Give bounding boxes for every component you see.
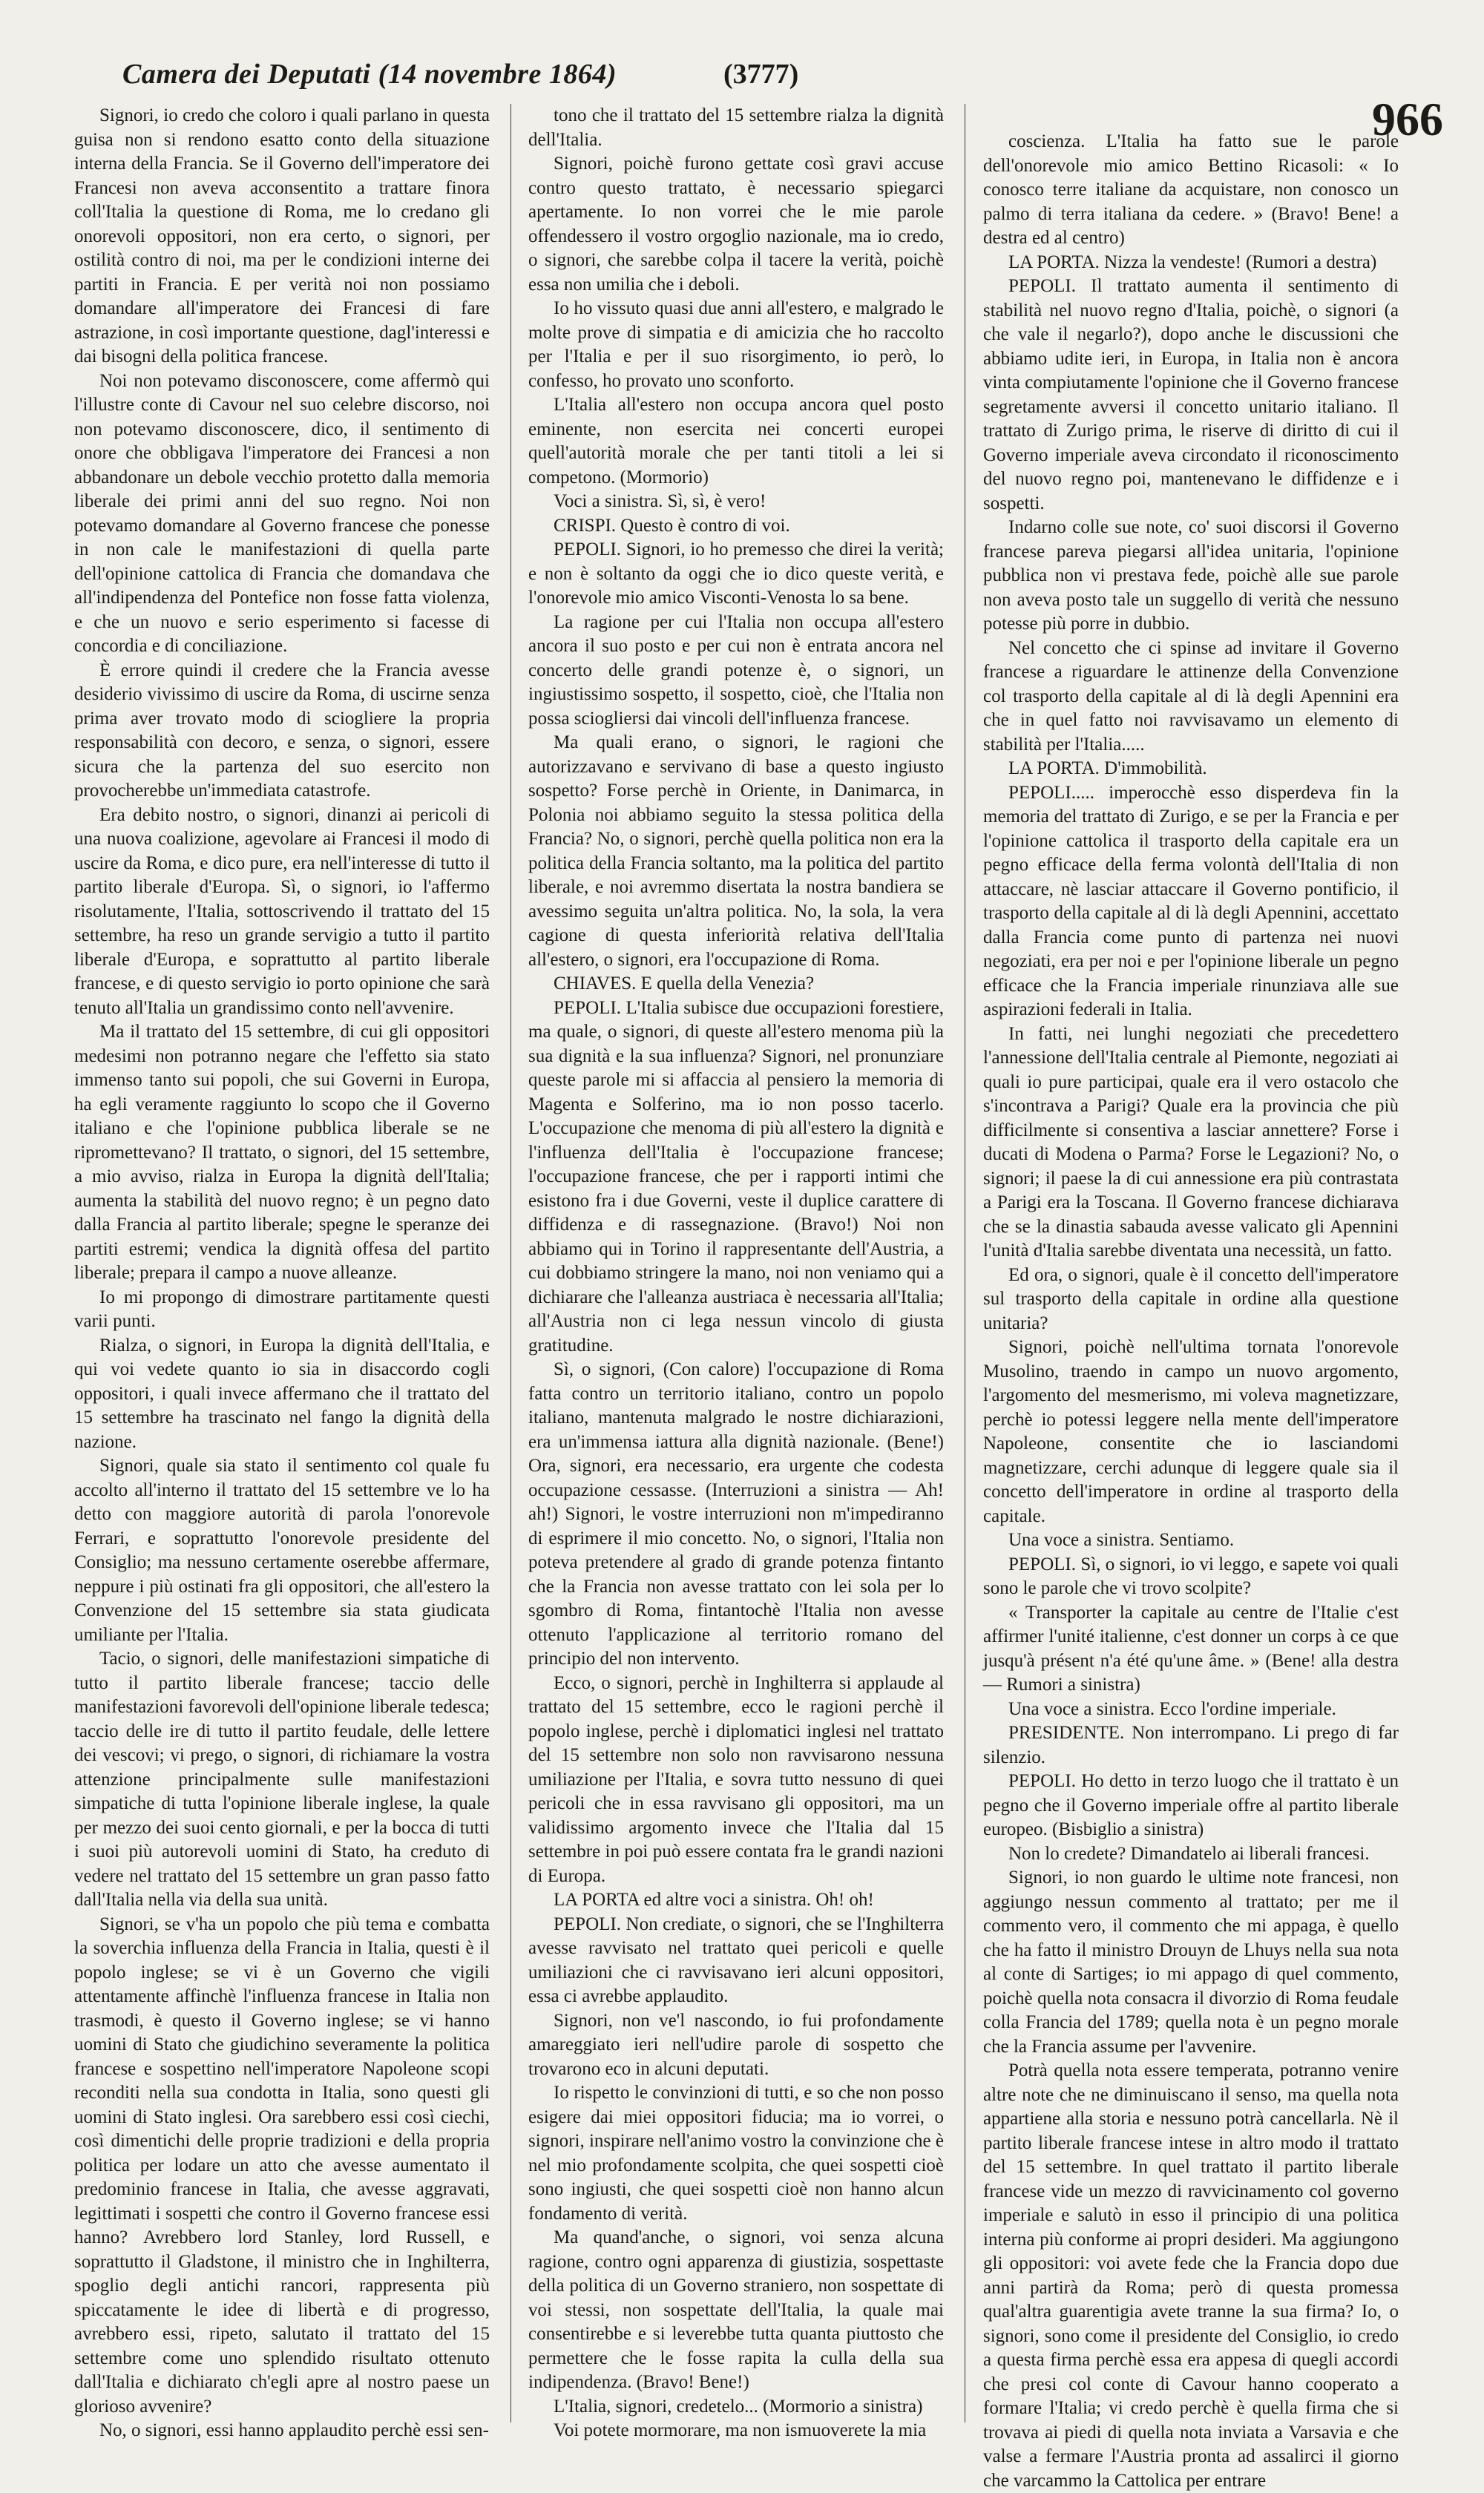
paragraph: Indarno colle sue note, co' suoi discorsi il Governo francese pareva piegarsi all'idea unitaria, l'opinione pubblica non vi prestava fede, poichè alle sue parole non aveva posto tale un suggello di verità che nessuno potesse più porre in dubbio. (983, 517, 1399, 634)
paragraph: Ecco, o signori, perchè in Inghilterra si applaude al trattato del 15 settembre, ecco le ragioni perchè il popolo inglese, perchè i diplomatici inglesi nel trattato del 15 settembre non solo non ravvisarono nessuna umiliazione per l'Italia, e sovra tutto nessuno di quei pericoli che in essa ravvisano gli oppositori, ma un validissimo argomento invece che l'Italia dal 15 settembre in poi può essere contata fra le grandi nazioni di Europa. (528, 1672, 944, 1886)
paragraph: Potrà quella nota essere temperata, potranno venire altre note che ne diminuiscano il senso, ma quella nota appartiene alla storia e nessuno potrà cancellarla. Nè il partito liberale francese intese in altro modo il trattato del 15 settembre. In quel trattato il partito liberale francese vide un mezzo di ravvicinamento col governo imperiale e salutò in esso il principio di una politica interna più conforme ai propri desideri. Ma aggiungono gli oppositori: voi avete fede che la Francia dopo due anni partirà da Roma; però di questa promessa qual'altra guarentigia avete tranne la sua firma? Io, o signori, sono come il presidente del Consiglio, io credo a questa firma perchè essa era appesa di quegli accordi che presi col conte di Cavour hanno cooperato a formare l'Italia; vi credo perchè è quella firma che si trovava ai piedi di quella nota inviata a Varsavia e che valse a fermare l'Austria pronta ad assalirci il giorno che varcammo la Cattolica per entrare (983, 2060, 1399, 2491)
paragraph: Ma quali erano, o signori, le ragioni che autorizzavano e servivano di base a questo ingiusto sospetto? Forse perchè in Oriente, in Danimarca, in Polonia noi abbiamo seguito la stessa politica della Francia? No, o signori, perchè quella politica non era la politica della Francia soltanto, ma la politica del partito liberale, e noi avremmo disertata la nostra bandiera se avessimo seguita un'altra politica. No, la sola, la vera cagione di questa inferiorità relativa dell'Italia all'estero, o signori, era l'occupazione di Roma. (528, 732, 944, 970)
paragraph: Io rispetto le convinzioni di tutti, e so che non posso esigere dai miei oppositori fiducia; ma io vorrei, o signori, inspirare nell'animo vostro la convinzione che è nel mio profondamente scolpita, che quei sospetti cioè sono ingiusti, che quei sospetti cioè non hanno alcun fondamento di verità. (528, 2083, 944, 2224)
text-column-1 (74, 104, 490, 2440)
paragraph: La ragione per cui l'Italia non occupa all'estero ancora il suo posto e per cui non è entrata ancora nel concerto delle grandi potenze è, o signori, un ingiustissimo sospetto, il sospetto, cioè, che l'Italia non possa sciogliersi dai vincoli dell'influenza francese. (528, 611, 944, 729)
column-divider (510, 104, 511, 2423)
paragraph: coscienza. L'Italia ha fatto sue le parole dell'onorevole mio amico Bettino Ricasoli: « Io conosco terre italiane da acquistare, non conosco un palmo di terra italiana da cedere. » (Bravo! Bene! a destra ed al centro) (983, 131, 1399, 248)
paragraph: Una voce a sinistra. Sentiamo. (1008, 1530, 1235, 1550)
paragraph: In fatti, nei lunghi negoziati che precedettero l'annessione dell'Italia centrale al Piemonte, negoziati ai quali io pure participai, quale era il vero ostacolo che s'incontrava a Parigi? Quale era la provincia che più difficilmente si consentiva a lasciar annettere? Forse i ducati di Modena o Parma? Forse le Legazioni? No, o signori; il paese la di cui annessione era più contrastata a Parigi era la Toscana. Il Governo francese dichiarava che se la dinastia sabauda avesse valicato gli Apennini l'unità d'Italia sarebbe diventata una necessità, un fatto. (983, 1023, 1399, 1261)
paragraph: PRESIDENTE. Non interrompano. Li prego di far silenzio. (983, 1723, 1399, 1767)
paragraph: Una voce a sinistra. Ecco l'ordine imperiale. (1008, 1698, 1336, 1719)
paragraph: Ma il trattato del 15 settembre, di cui gli oppositori medesimi non potranno negare che l'effetto sia stato immenso tanto sui popoli, che sui Governi in Europa, ha egli veramente raggiunto lo scopo che il Governo italiano e che l'opinione pubblica liberale se ne ripromettevano? Il trattato, o signori, del 15 settembre, a mio avviso, rialza in Europa la dignità dell'Italia; aumenta la stabilità del nuovo regno; è un pegno dato dalla Francia al partito liberale; spegne le speranze dei partiti estremi; vendica la dignità offesa del partito liberale; prepara il campo a nuove alleanze. (74, 1022, 490, 1283)
paragraph: Io ho vissuto quasi due anni all'estero, e malgrado le molte prove di simpatia e di amicizia che ho raccolto per l'Italia e per il suo risorgimento, io però, lo confesso, ho provato uno sconforto. (528, 298, 944, 391)
paragraph: Noi non potevamo disconoscere, come affermò qui l'illustre conte di Cavour nel suo celebre discorso, noi non potevamo disconoscere, dico, il sentimento di onore che obbligava l'imperatore dei Francesi a non abbandonare un debole vecchio protetto dalla memoria liberale dei primi anni del suo regno. Noi non potevamo domandare al Governo francese che ponesse in non cale le manifestazioni di quella parte dell'opinione cattolica di Francia che domandava che all'indipendenza del Pontefice non fosse fatta violenza, e che un nuovo e serio esperimento si facesse di concordia e di conciliazione. (74, 370, 490, 656)
paragraph: PEPOLI. Non crediate, o signori, che se l'Inghilterra avesse ravvisato nel trattato quei pericoli e quelle umiliazioni che ci ravvisavano ieri alcuni oppositori, essa ci avrebbe applaudito. (528, 1914, 944, 2006)
paragraph: Voi potete mormorare, ma non ismuoverete la mia (554, 2420, 927, 2440)
paragraph: Tacio, o signori, delle manifestazioni simpatiche di tutto il partito liberale francese; taccio delle manifestazioni favorevoli dell'opinione liberale tedesca; taccio delle ire di tutto il partito feudale, delle lettere dei vescovi; vi prego, o signori, di richiamare la vostra attenzione principalmente sulle manifestazioni simpatiche di tutta l'opinione liberale inglese, la quale per mezzo dei suoi cento giornali, e per la bocca di tutti i suoi più autorevoli uomini di Stato, ha creduto di vedere nel trattato del 15 settembre un gran passo fatto dall'Italia nella via della sua unità. (74, 1649, 490, 1910)
paragraph: Ed ora, o signori, quale è il concetto dell'imperatore sul trasporto della capitale in ordine alla questione unitaria? (983, 1264, 1399, 1333)
paragraph: Io mi propongo di dimostrare partitamente questi varii punti. (74, 1287, 490, 1331)
paragraph: Signori, non ve'l nascondo, io fui profondamente amareggiato ieri nell'udire parole di sospetto che trovarono eco in alcuni deputati. (528, 2010, 944, 2079)
paragraph: Signori, poichè furono gettate così gravi accuse contro questo trattato, è necessario spiegarci apertamente. Io non vorrei che le mie parole offendessero il vostro orgoglio nazionale, ma io credo, o signori, che sarebbe colpa il tacere la verità, poichè essa non umilia che i deboli. (528, 154, 944, 295)
paragraph: Nel concetto che ci spinse ad invitare il Governo francese a riguardare le attinenze della Convenzione col trasporto della capitale al di là degli Apennini era che in quel fatto noi ravvisavamo un elemento di stabilità per l'Italia..... (983, 637, 1399, 755)
page-number: (3777) (723, 59, 799, 90)
paragraph: Signori, io credo che coloro i quali parlano in questa guisa non si rendono esatto conto della situazione interna della Francia. Se il Governo dell'imperatore dei Francesi non aveva acconsentito a trattare finora coll'Italia la questione di Roma, me lo credano gli onorevoli oppositori, non era certo, o signori, per ostilità contro di noi, ma per le condizioni interne dei partiti in Francia. E per verità noi non possiamo domandare all'imperatore dei Francesi di fare astrazione, in così importante questione, dagl'interessi e dai bisogni della politica francese. (74, 105, 490, 367)
paragraph: Signori, io non guardo le ultime note francesi, non aggiungo nessun commento al trattato; per me il commento vero, il commento che mi appaga, è quello che ha fatto il ministro Drouyn de Lhuys nella sua nota al conte di Sartiges; io mi appago di quel commento, poichè quella nota consacra il divorzio di Roma feudale colla Francia del 1789; quella nota è un pegno morale che la Francia assume per l'avvenire. (983, 1868, 1399, 2057)
paragraph: Signori, se v'ha un popolo che più tema e combatta la soverchia influenza della Francia in Italia, questi è il popolo inglese; se vi è un Governo che vigili attentamente affinchè l'influenza francese in Italia non trasmodi, è questo il Governo inglese; se vi hanno uomini di Stato che giudichino severamente la politica francese e sospettino nell'imperatore Napoleone scopi reconditi nella sua condotta in Italia, sono questi gli uomini di Stato inglesi. Ora sarebbero essi così ciechi, così dimentichi delle proprie tradizioni e della propria politica per lodare un atto che avesse aumentato il predominio francese in Italia, che avesse aggravati, legittimati i sospetti che contro il Governo francese essi hanno? Avrebbero lord Stanley, lord Russell, e soprattutto il Gladstone, il ministro che in Inghilterra, spoglio degli antichi rancori, rappresenta più spiccatamente le idee di libertà e di progresso, avrebbero essi, ripeto, salutato il trattato del 15 settembre come uno splendido risultato ottenuto dall'Italia e dichiarato ch'egli apre al nostro paese un glorioso avvenire? (74, 1914, 490, 2417)
paragraph: Era debito nostro, o signori, dinanzi ai pericoli di una nuova coalizione, agevolare ai Francesi il modo di uscire da Roma, e dico pure, era nell'interesse di tutto il partito liberale d'Europa. Sì, o signori, io l'affermo risolutamente, l'Italia, sottoscrivendo il trattato del 15 settembre, ha reso un grande servigio a tutto il partito liberale d'Europa, e soprattutto al partito liberale francese, e di questo servigio io porto opinione che sarà tenuto all'Italia un grandissimo conto nell'avvenire. (74, 804, 490, 1018)
paragraph: LA PORTA. Nizza la vendeste! (Rumori a destra) (1008, 252, 1377, 272)
journal-title: Camera dei Deputati (14 novembre 1864) (122, 59, 617, 90)
paragraph: No, o signori, essi hanno applaudito perchè essi sen- (99, 2420, 489, 2440)
paragraph: LA PORTA ed altre voci a sinistra. Oh! oh! (554, 1890, 874, 1910)
paragraph: L'Italia, signori, credetelo... (Mormorio a sinistra) (554, 2396, 923, 2417)
paragraph: PEPOLI. Signori, io ho premesso che direi la verità; e non è soltanto da oggi che io dico queste verità, e l'onorevole mio amico Visconti-Venosta lo sa bene. (528, 539, 944, 608)
paragraph: « Transporter la capitale au centre de l'Italie c'est affirmer l'unité italienne, c'est donner un corps à ce que jusqu'à présent n'a été qu'une âme. » (Bene! alla destra — Rumori a sinistra) (983, 1602, 1399, 1695)
paragraph: Ma quand'anche, o signori, voi senza alcuna ragione, contro ogni apparenza di giustizia, sospettaste della politica di un Governo straniero, non sospettate di voi stessi, non sospettate dell'Italia, la quale mai consentirebbe e si leverebbe tutta quanta piuttosto che permettere che le fosse rapita la culla della sua indipendenza. (Bravo! Bene!) (528, 2227, 944, 2392)
paragraph: PEPOLI. Ho detto in terzo luogo che il trattato è un pegno che il Governo imperiale offre al partito liberale europeo. (Bisbiglio a sinistra) (983, 1771, 1399, 1839)
paragraph: È errore quindi il credere che la Francia avesse desiderio vivissimo di uscire da Roma, di uscirne senza prima aver trovato modo di sciogliere la propria responsabilità con decoro, e senza, o signori, essere sicura che la partenza del suo esercito non provocherebbe un'immediata catastrofe. (74, 660, 490, 801)
text-column-3 (983, 130, 1399, 2491)
stamp-number: 966 (1372, 93, 1443, 145)
paragraph: Rialza, o signori, in Europa la dignità dell'Italia, e qui voi vedete quanto io sia in disaccordo cogli oppositori, i quali invece affermano che il trattato del 15 settembre ha trascinato nel fango la dignità della nazione. (74, 1335, 490, 1452)
paragraph: Signori, poichè nell'ultima tornata l'onorevole Musolino, traendo in campo un nuovo argomento, l'argomento del mesmerismo, mi voleva magnetizzare, perchè io potessi leggere nella mente dell'imperatore Napoleone, consentite che io lasciandomi magnetizzare, cerchi adunque di leggere quale sia il concetto dell'imperatore in ordine al trasporto della capitale. (983, 1337, 1399, 1526)
paragraph: PEPOLI. Il trattato aumenta il sentimento di stabilità nel nuovo regno d'Italia, poichè, o signori (a che vale il negarlo?), dopo anche le discussioni che abbiamo udite ieri, in Europa, in Italia non è ancora vinta compiutamente l'opinione che il Governo francese segretamente avversi il concetto unitario italiano. Il trattato di Zurigo prima, le riserve di diritto di cui il Governo imperiale aveva circondato il riconoscimento del nuovo regno poi, mantenevano le diffidenze e i sospetti. (983, 276, 1399, 513)
paragraph: tono che il trattato del 15 settembre rialza la dignità dell'Italia. (528, 105, 944, 150)
paragraph: CRISPI. Questo è contro di voi. (554, 515, 790, 536)
paragraph: Non lo credete? Dimandatelo ai liberali francesi. (1008, 1843, 1370, 1864)
paragraph: LA PORTA. D'immobilità. (1008, 758, 1207, 778)
paragraph: L'Italia all'estero non occupa ancora quel posto eminente, non esercita nei concerti europei quell'autorità morale che per tanti titoli a lei si competono. (Mormorio) (528, 395, 944, 487)
paragraph: PEPOLI..... imperocchè esso disperdeva fin la memoria del trattato di Zurigo, e se per la Francia e per l'opinione cattolica il trasporto della capitale era un pegno efficace della ferma volontà dell'Italia di non attaccare, nè lasciar attaccare il Governo pontificio, il trasporto della capitale al di là degli Apennini, accettato dalla Francia come punto di partenza nei nuovi negoziati, era per noi e per l'opinione liberale un pegno efficace che la Francia imperiale rinunziava alle sue aspirazioni federali in Italia. (983, 782, 1399, 1019)
paragraph: Voci a sinistra. Sì, sì, è vero! (554, 491, 766, 511)
paragraph: Sì, o signori, (Con calore) l'occupazione di Roma fatta contro un territorio italiano, contro un popolo italiano, mantenuta malgrado le nostre dichiarazioni, era un'immensa iattura alla dignità nazionale. (Bene!) Ora, signori, era necessario, era urgente che codesta occupazione cessasse. (Interruzioni a sinistra — Ah! ah!) Signori, le vostre interruzioni non m'impediranno di esprimere il mio concetto. No, o signori, l'Italia non poteva pretendere al grado di grande potenza fintanto che la Francia non avesse trattato con lei sola per lo sgombro di Roma, fintantochè l'Italia non avesse ottenuto l'applicazione al territorio romano del principio del non intervento. (528, 1359, 944, 1669)
paragraph: Signori, quale sia stato il sentimento col quale fu accolto all'interno il trattato del 15 settembre ve lo ha detto con maggiore autorità di parola l'onorevole Ferrari, e soprattutto l'onorevole presidente del Consiglio; ma nessuno certamente oserebbe affermare, neppure i più ostinati fra gli oppositori, che all'estero la Convenzione del 15 settembre sia stata giudicata umiliante per l'Italia. (74, 1456, 490, 1645)
text-column-2 (528, 104, 944, 2440)
paragraph: PEPOLI. Sì, o signori, io vi leggo, e sapete voi quali sono le parole che vi trovo scolpite? (983, 1554, 1399, 1598)
paragraph: PEPOLI. L'Italia subisce due occupazioni forestiere, ma quale, o signori, di queste all'estero menoma più la sua dignità e la sua influenza? Signori, nel pronunziare queste parole mi si affaccia al pensiero la memoria di Magenta e Solferino, ma io non posso tacerlo. L'occupazione che menoma di più all'estero la dignità e l'influenza dell'Italia è l'occupazione francese; l'occupazione francese, che per i rapporti intimi che esistono fra i due Governi, veste il duplice carattere di diffidenza e di rassegnazione. (Bravo!) Noi non abbiamo qui in Torino il rappresentante dell'Austria, a cui dobbiamo stringere la mano, noi non veniamo qui a dichiarare che l'alleanza austriaca è necessaria all'Italia; all'Austria non ci lega nessun vincolo di giusta gratitudine. (528, 997, 944, 1356)
paragraph: CHIAVES. E quella della Venezia? (554, 973, 815, 993)
